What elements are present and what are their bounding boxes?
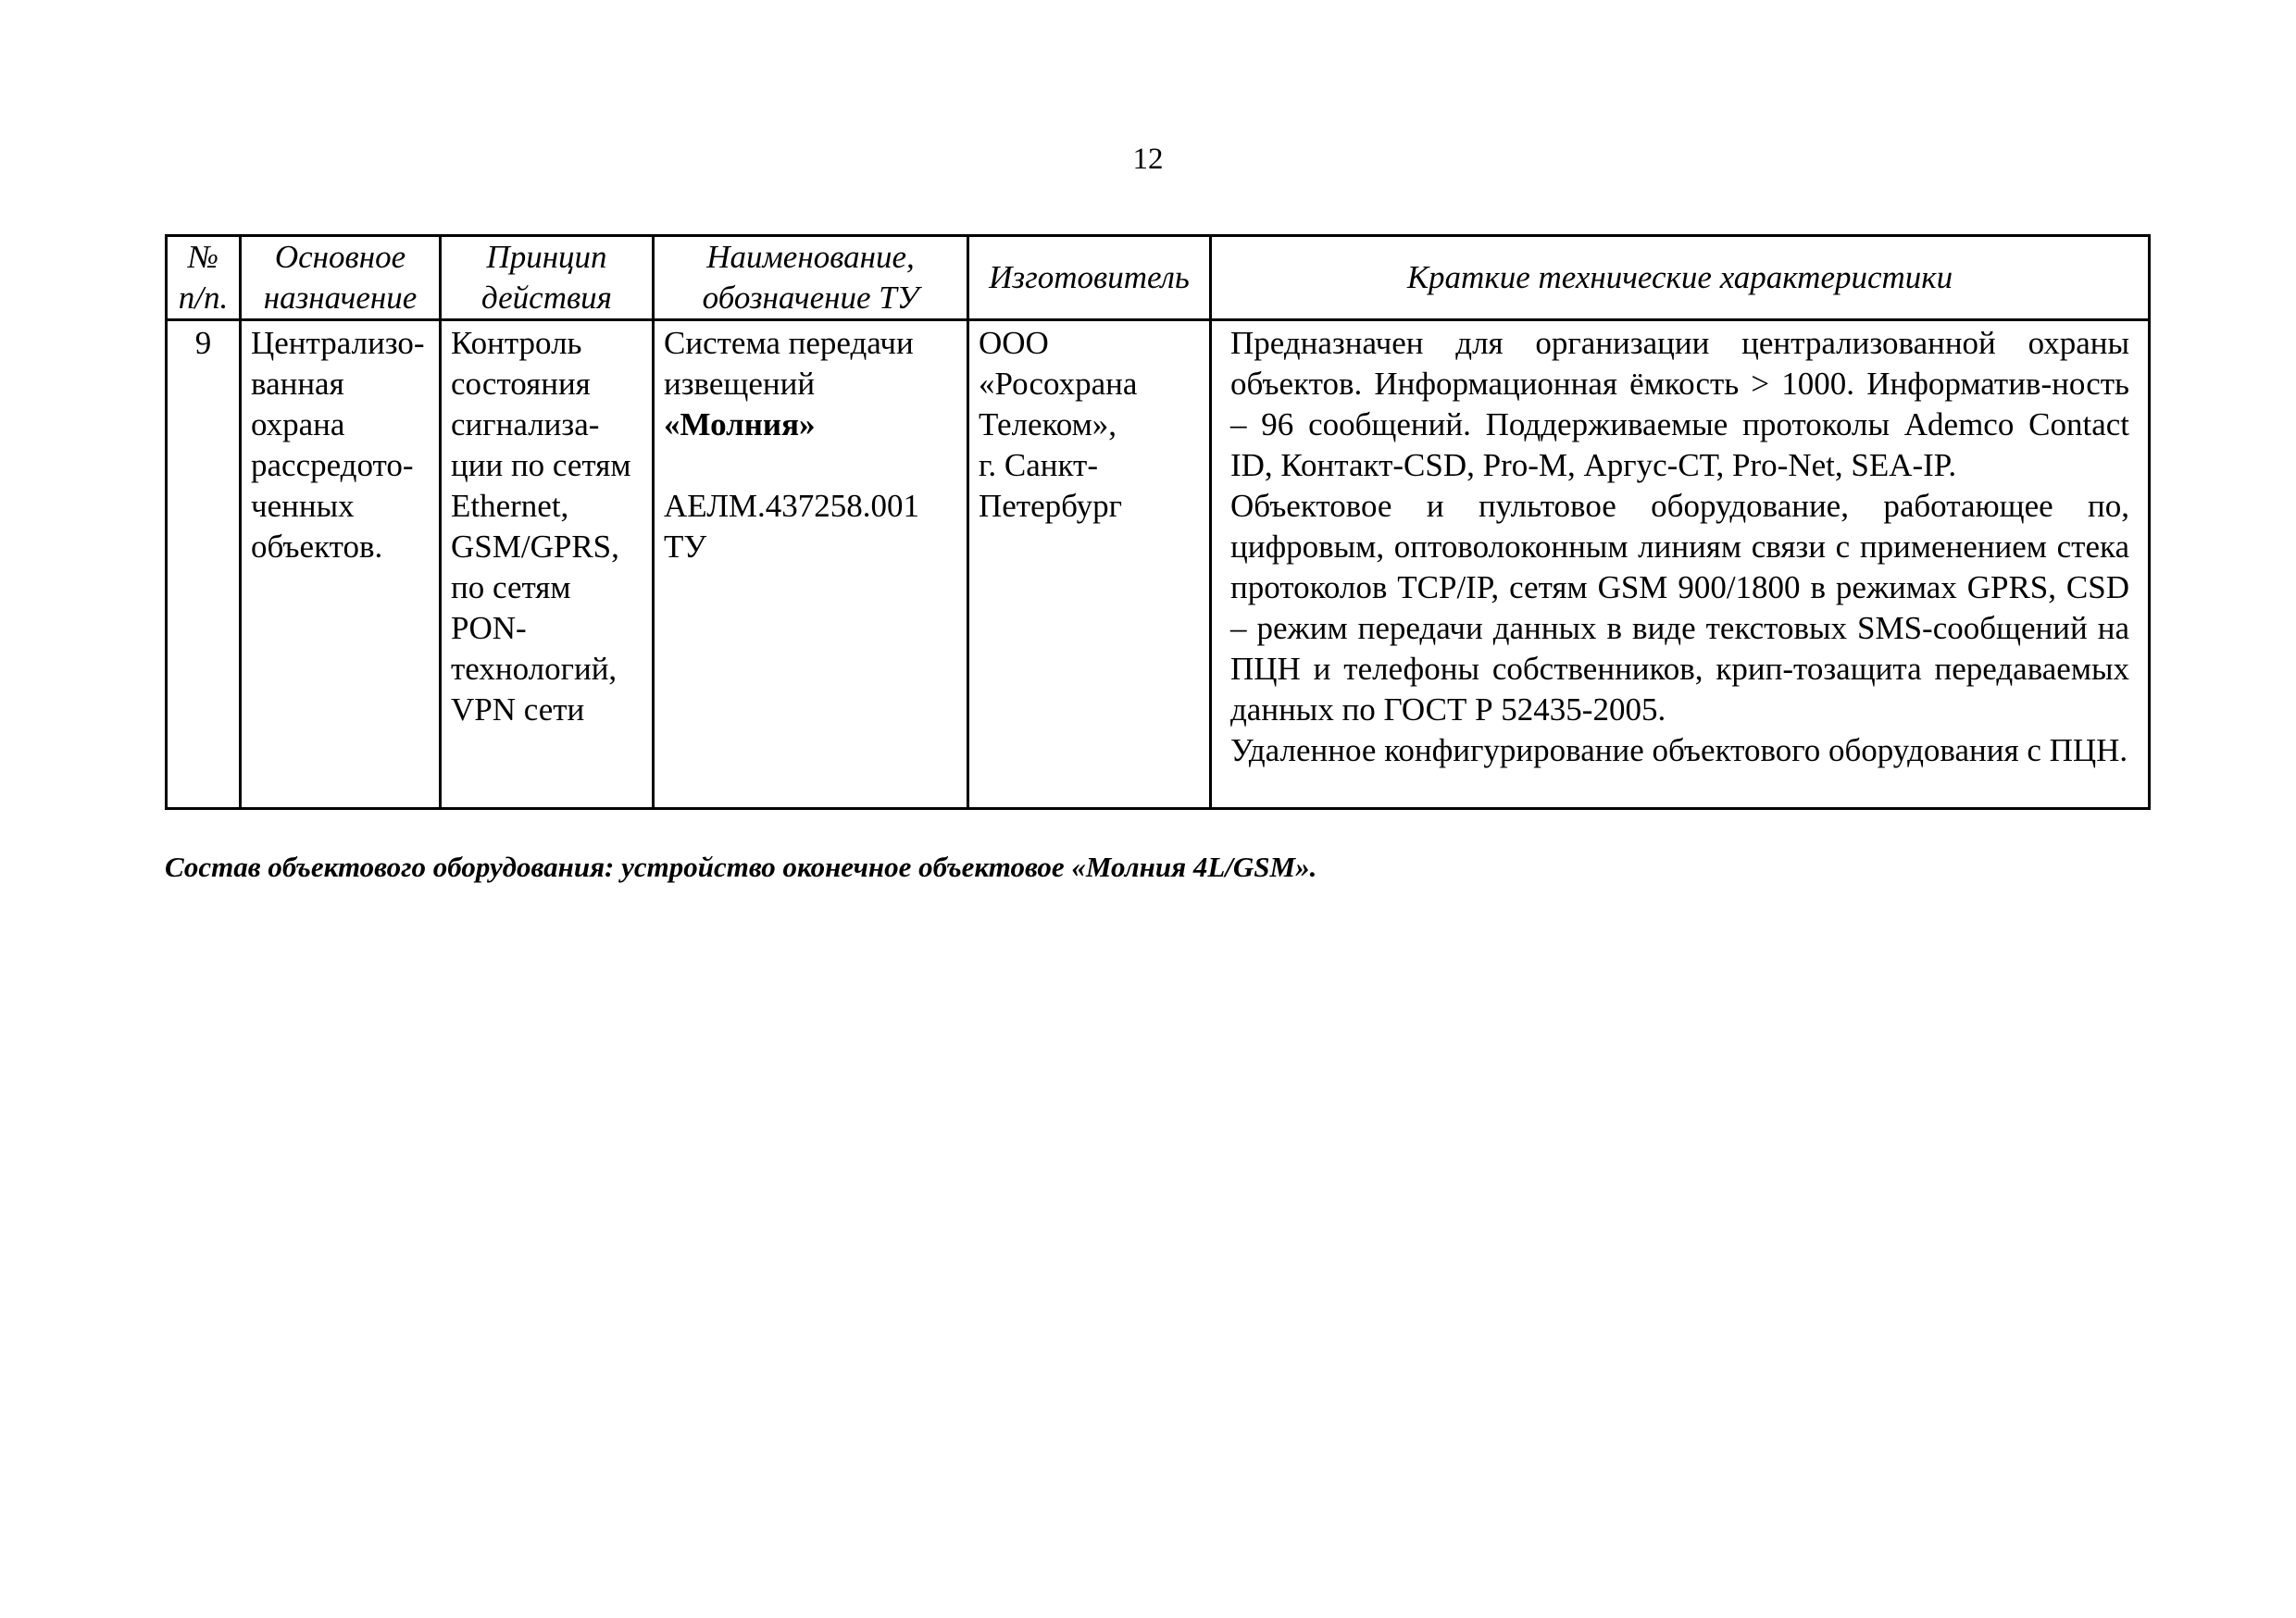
cell-name-product: «Молния» [664, 406, 816, 442]
cell-purpose-line: охрана [251, 406, 345, 442]
header-number-line1: № [187, 239, 218, 275]
specs-paragraph: Удаленное конфигурирование объектового оборудования с ПЦН. [1230, 732, 2128, 768]
cell-purpose-line: Централизо- [251, 325, 425, 361]
cell-name-code-line2: ТУ [664, 529, 707, 565]
cell-name-line2: извещений [664, 366, 816, 402]
cell-principle-line: GSM/GPRS, [451, 529, 619, 565]
cell-principle-line: состояния [451, 366, 591, 402]
specs-paragraph: Предназначен для организации централизованной охраны объектов. Информационная ёмкость > 1000. Информатив-ность – 96 сообщений. Поддерживаемые протоколы Ademco Contact ID, Контакт-CSD, Pro-M, Аргус-СТ, Pro-Net, SEA-IP. [1230, 325, 2129, 483]
cell-principle-line: PON- [451, 610, 527, 646]
cell-purpose-line: ченных [251, 488, 355, 524]
cell-manufacturer [968, 320, 1211, 809]
header-number [167, 236, 241, 320]
cell-manufacturer-line: «Росохрана [979, 366, 1138, 402]
cell-purpose-line: объектов. [251, 529, 383, 565]
cell-principle-line: по сетям [451, 569, 571, 605]
cell-principle-line: ции по сетям [451, 447, 631, 483]
page-number: 12 [1132, 143, 1164, 176]
header-principle-line2: действия [481, 280, 612, 316]
cell-principle-line: технологий, [451, 651, 618, 687]
cell-manufacturer-line: Телеком», [979, 406, 1117, 442]
cell-principle-line: сигнализа- [451, 406, 600, 442]
header-manufacturer: Изготовитель [968, 236, 1211, 320]
cell-name-spacer [664, 445, 957, 486]
header-name-line2: обозначение ТУ [702, 280, 919, 316]
header-purpose [241, 236, 441, 320]
header-principle-line1: Принцип [486, 239, 607, 275]
header-purpose-line2: назначение [263, 280, 418, 316]
cell-principle-line: Контроль [451, 325, 582, 361]
cell-manufacturer-line: ООО [979, 325, 1049, 361]
table-row [167, 320, 2150, 809]
equipment-caption: Состав объектового оборудования: устройство оконечное объектовое «Молния 4L/GSM». [165, 851, 1317, 883]
cell-purpose [241, 320, 441, 809]
cell-principle-line: VPN сети [451, 691, 585, 728]
equipment-table [165, 234, 2151, 810]
cell-principle [441, 320, 654, 809]
cell-manufacturer-line: Петербург [979, 488, 1122, 524]
header-name-line1: Наименование, [706, 239, 915, 275]
cell-name-line1: Система передачи [664, 325, 914, 361]
cell-name-code-line1: АЕЛМ.437258.001 [664, 488, 920, 524]
cell-purpose-line: ванная [251, 366, 344, 402]
specs-paragraph: Объектовое и пультовое оборудование, работающее по, цифровым, оптоволоконным линиям связи с применением стека протоколов TCP/IP, сетям GSM 900/1800 в режимах GPRS, CSD – режим передачи данных в виде текстовых SMS-сообщений на ПЦН и телефоны собственников, крип-тозащита передаваемых данных по ГОСТ Р 52435-2005. [1230, 488, 2129, 728]
cell-number: 9 [167, 320, 241, 809]
header-number-line2: п/п. [178, 280, 229, 316]
cell-manufacturer-line: г. Санкт- [979, 447, 1099, 483]
header-name [654, 236, 968, 320]
header-purpose-line1: Основное [274, 239, 406, 275]
header-specs: Краткие технические характеристики [1211, 236, 2150, 320]
cell-purpose-line: рассредото- [251, 447, 414, 483]
cell-name [654, 320, 968, 809]
header-principle [441, 236, 654, 320]
cell-specs [1211, 320, 2150, 809]
cell-principle-line: Ethernet, [451, 488, 569, 524]
table-header-row [167, 236, 2150, 320]
